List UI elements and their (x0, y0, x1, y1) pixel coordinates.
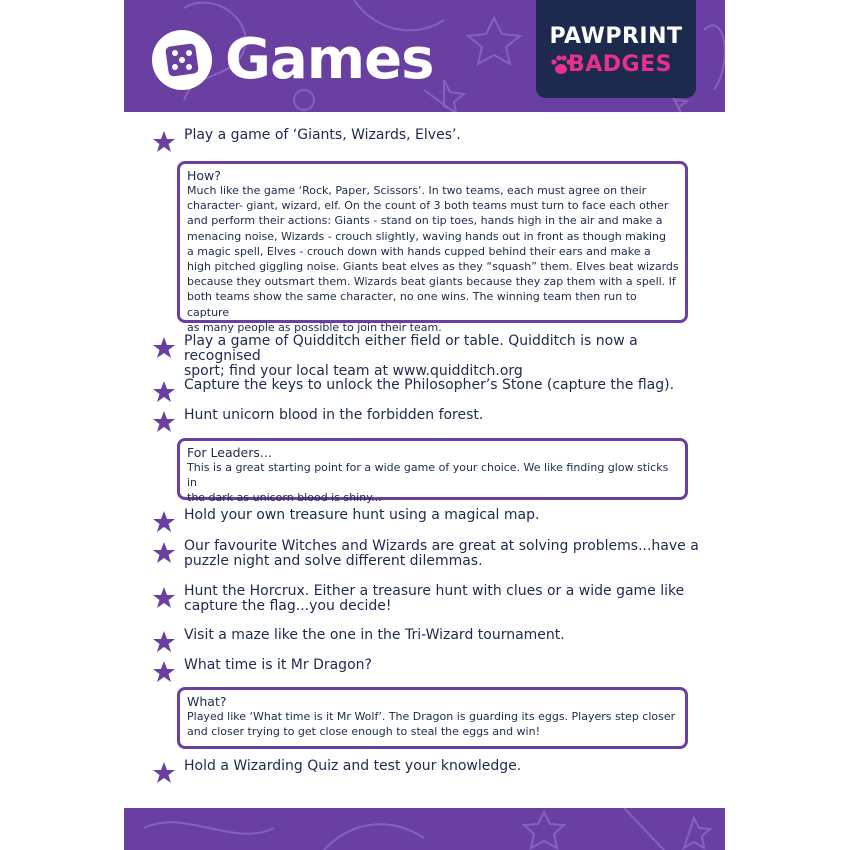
note-box-for-leaders (177, 438, 688, 505)
list-item-text: Capture the keys to unlock the Philosopher’s Stone (capture the flag). (184, 377, 675, 393)
list-item-text: Visit a maze like the one in the Tri-Wizard tournament. (184, 627, 565, 643)
note-body: Much like the game ‘Rock, Paper, Scissors’. In two teams, each must agree on their character- giant, wizard, elf. On the count of 3 both teams must turn to face each other and perform their actions: Giants - stand on tip toes, hands high in the air and make a menacing noise, Wizards - crouch slightly, waving hands out in front as though making a magic spell, Elves - crouch down with hands cupped behind their ears and make a high pitched giggling noise. Giants beat elves as they “squash” them. Elves beat wizards because they outsmart them. Wizards beat giants because they zap them with a spell. If both teams show the same character, no one wins. The winning team then run to capture as many people as possible to join their team. (187, 184, 679, 334)
star-icon (152, 541, 176, 565)
footer-decoration (124, 808, 725, 850)
star-icon (152, 660, 176, 684)
list-item-text: Hunt unicorn blood in the forbidden forest. (184, 407, 484, 423)
note-box-how (177, 161, 688, 334)
list-item-text: Hunt the Horcrux. Either a treasure hunt with clues or a wide game like capture the flag...you decide! (184, 583, 685, 614)
list-item-text: Our favourite Witches and Wizards are great at solving problems...have a puzzle night and solve different dilemmas. (184, 538, 699, 569)
note-heading: For Leaders... (187, 445, 272, 460)
star-icon (152, 761, 176, 785)
note-body: This is a great starting point for a wide game of your choice. We like finding glow sticks in the dark as unicorn blood is shiny... (187, 461, 669, 505)
page-title: Games (225, 27, 434, 92)
logo-text-badges: BADGES (568, 52, 672, 77)
list-item-text: Hold your own treasure hunt using a magical map. (184, 507, 540, 523)
star-icon (152, 336, 176, 360)
list-item-text: Play a game of ‘Giants, Wizards, Elves’. (184, 127, 461, 143)
star-icon (152, 130, 176, 154)
star-icon (152, 380, 176, 404)
note-heading: How? (187, 168, 221, 183)
star-icon (152, 630, 176, 654)
note-body: Played like ‘What time is it Mr Wolf’. The Dragon is guarding its eggs. Players step closer and closer trying to get close enough to steal the eggs and win! (187, 710, 676, 739)
star-icon (152, 586, 176, 610)
list-item-text: What time is it Mr Dragon? (184, 657, 372, 673)
logo-text-pawprint: PAWPRINT (549, 24, 683, 49)
footer-banner (124, 808, 725, 850)
page (124, 0, 725, 850)
list-item-text: Play a game of Quidditch either field or table. Quidditch is now a recognised sport; find your local team at www.quidditch.org (184, 333, 638, 379)
list-item-text: Hold a Wizarding Quiz and test your knowledge. (184, 758, 522, 774)
note-box-what (177, 687, 688, 749)
star-icon (152, 410, 176, 434)
star-icon (152, 510, 176, 534)
activity-list (124, 0, 725, 850)
note-heading: What? (187, 694, 227, 709)
